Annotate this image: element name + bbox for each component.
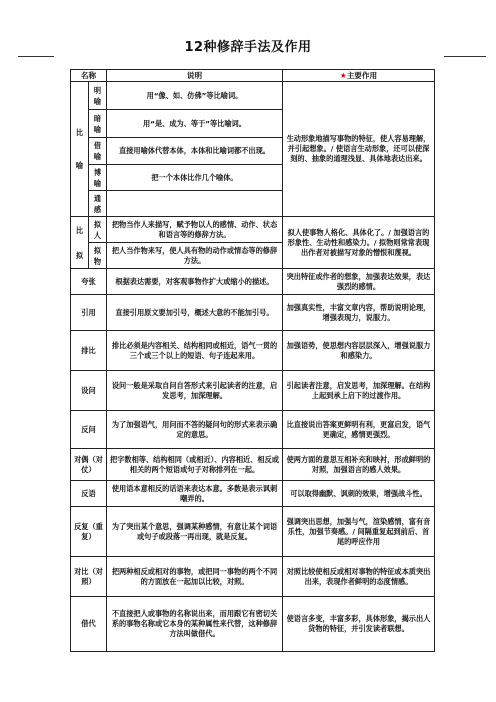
header-desc: 说明 bbox=[107, 70, 283, 82]
star-icon: ★ bbox=[339, 70, 347, 80]
row-name: 对比（对照） bbox=[71, 557, 107, 597]
table-row bbox=[71, 411, 435, 449]
sub-name: 通 感 bbox=[89, 191, 107, 217]
row-name: 反复（重复） bbox=[71, 507, 107, 557]
row-effect: 比直接说出答案更鲜明有利，更富启发，语气更确定，感情更强烈。 bbox=[283, 411, 435, 449]
table-row bbox=[71, 481, 435, 507]
row-effect: 可以取得幽默、讽刺的效果，增强战斗性。 bbox=[283, 481, 435, 507]
title-rule-left bbox=[18, 56, 54, 57]
row-desc: 把两种相反或相对的事物，或把同一事物的两个不同的方面放在一起加以比较，对照。 bbox=[107, 557, 283, 597]
header-row bbox=[71, 70, 435, 82]
table-row bbox=[71, 371, 435, 411]
page-title: 12种修辞手法及作用 bbox=[184, 40, 312, 55]
sub-desc: 用“是、成为、等于”等比喻词。 bbox=[107, 110, 283, 138]
sub-desc: 把物当作人来描写，赋予物以人的感情、动作、状态和语言等的修辞方法。 bbox=[107, 217, 283, 243]
row-effect: 使语言多变，丰富多彩，具体形象，揭示出人货物的特征，并引发读者联想。 bbox=[283, 597, 435, 652]
row-effect: 加强真实性，丰富文章内容，帮助说明论理，增强表现力，说服力。 bbox=[283, 295, 435, 331]
row-name: 借代 bbox=[71, 597, 107, 652]
sub-desc bbox=[107, 191, 283, 217]
header-name: 名称 bbox=[71, 70, 107, 82]
sub-name: 借 喻 bbox=[89, 138, 107, 165]
title-rule-right bbox=[444, 56, 486, 57]
row-desc: 直接引用原文要加引号，概述大意的不能加引号。 bbox=[107, 295, 283, 331]
row-effect: 强调突出思想，加强与气，渲染感情，富有音乐性，加强节奏感。/ 间隔重复起到前后、首尾的呼应作用 bbox=[283, 507, 435, 557]
table-row bbox=[71, 597, 435, 652]
sub-name: 拟 物 bbox=[89, 243, 107, 269]
table-row bbox=[71, 507, 435, 557]
row-desc: 为了突出某个意思，强调某种感情，有意让某个词语或句子或段落一再出现，就是反复。 bbox=[107, 507, 283, 557]
sub-desc: 直接用喻体代替本体，本体和比喻词都不出现。 bbox=[107, 138, 283, 165]
row-desc: 不直接把人或事物的名称说出来，而用跟它有密切关系的事物名称或它本身的某种属性来代替，这种修辞方法叫做借代。 bbox=[107, 597, 283, 652]
sub-name: 博 喻 bbox=[89, 165, 107, 191]
header-effect: ★主要作用 bbox=[283, 70, 435, 82]
rhetoric-table bbox=[70, 69, 435, 652]
row-desc: 根据表达需要，对客观事物作扩大或缩小的描述。 bbox=[107, 269, 283, 295]
biyu-main: 比 喻 bbox=[71, 82, 89, 217]
table-row bbox=[71, 269, 435, 295]
table-row bbox=[71, 217, 435, 243]
bini-main: 比 拟 bbox=[71, 217, 89, 269]
row-effect: 引起读者注意，启发思考，加深理解。在结构上起到承上启下的过渡作用。 bbox=[283, 371, 435, 411]
sub-desc: 把一个本体比作几个喻体。 bbox=[107, 165, 283, 191]
row-effect: 对照比较使相反或相对事物的特征或本质突出出来，表现作者鲜明的态度情感。 bbox=[283, 557, 435, 597]
table-row bbox=[71, 295, 435, 331]
biyu-effect: 生动形象地描写事物的特征，使人容易理解，并引起想象。/ 使语言生动形象，还可以使深刻的、抽象的道理浅显、具体地表达出来。 bbox=[283, 82, 435, 217]
row-name: 排比 bbox=[71, 331, 107, 371]
row-desc: 为了加强语气，用问而不答的疑问句的形式来表示确定的意思。 bbox=[107, 411, 283, 449]
row-effect: 加强语势，使思想内容层层深入，增强说服力和感染力。 bbox=[283, 331, 435, 371]
table-row bbox=[71, 82, 435, 110]
table-row bbox=[71, 449, 435, 481]
row-effect: 突出特征或作者的想象，加强表达效果，表达强烈的感情。 bbox=[283, 269, 435, 295]
row-name: 设问 bbox=[71, 371, 107, 411]
row-desc: 设问一般是采取自问自答形式来引起读者的注意，启发思考，加深理解。 bbox=[107, 371, 283, 411]
sub-desc: 把人当作物来写，使人具有物的动作或情态等的修辞方法。 bbox=[107, 243, 283, 269]
bini-effect: 拟人使事物人格化、具体化了。/ 加强语言的形象性、生动性和感染力。/ 拟物则常常表现出作者对被描写对象的憎恨和蔑视。 bbox=[283, 217, 435, 269]
row-desc: 使用语本意相反的话语来表达本意。多数是表示讽刺嘲弄的。 bbox=[107, 481, 283, 507]
row-name: 对偶（对仗） bbox=[71, 449, 107, 481]
sub-desc: 用“像、如、仿佛”等比喻词。 bbox=[107, 82, 283, 110]
row-desc: 排比必须是内容相关、结构相同或相近，语气一贯的三个或三个以上的短语、句子连起来用。 bbox=[107, 331, 283, 371]
row-effect: 使两方面的意思互相补充和映衬，形成鲜明的对照，加强语言的感人效果。 bbox=[283, 449, 435, 481]
table-row bbox=[71, 557, 435, 597]
table-row bbox=[71, 331, 435, 371]
row-desc: 把字数相等、结构相同（或相近）、内容相近、相反或相关的两个短语或句子对称排列在一起。 bbox=[107, 449, 283, 481]
sub-name: 明 喻 bbox=[89, 82, 107, 110]
row-name: 反语 bbox=[71, 481, 107, 507]
row-name: 引用 bbox=[71, 295, 107, 331]
row-name: 反问 bbox=[71, 411, 107, 449]
row-name: 夸张 bbox=[71, 269, 107, 295]
sub-name: 暗 喻 bbox=[89, 110, 107, 138]
sub-name: 拟 人 bbox=[89, 217, 107, 243]
